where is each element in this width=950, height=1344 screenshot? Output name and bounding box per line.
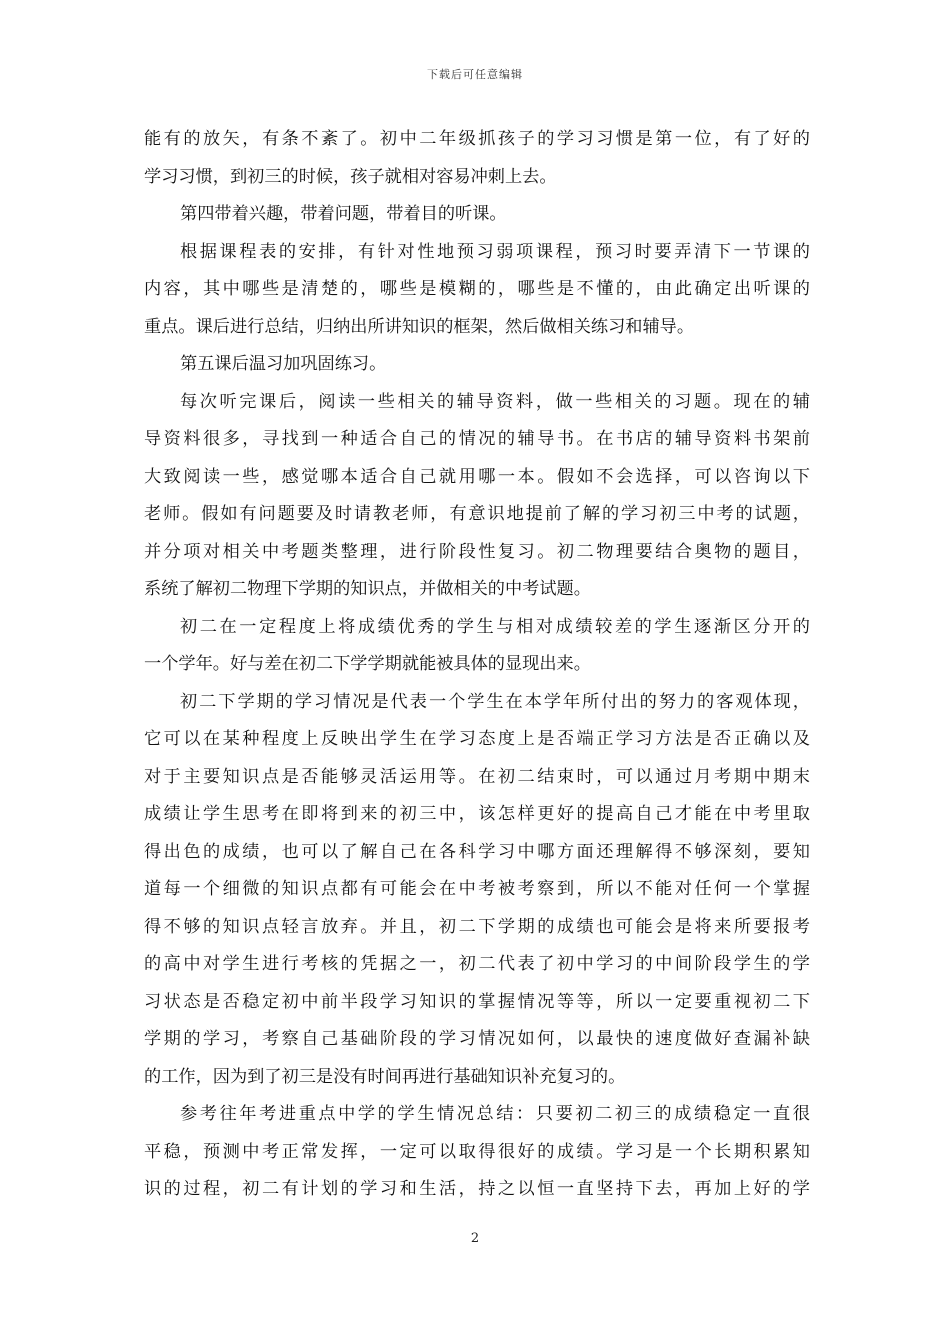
- text-line: 一个学年。好与差在初二下学学期就能被具体的显现出来。: [144, 654, 591, 674]
- text-line: 并分项对相关中考题类整理，进行阶段性复习。初二物理要结合奥物的题目，: [144, 541, 810, 562]
- section-heading: 第五课后温习加巩固练习。: [180, 354, 387, 374]
- text-line: 导资料很多，寻找到一种适合自己的情况的辅导书。在书店的辅导资料书架前: [144, 429, 810, 449]
- text-line: 道每一个细微的知识点都有可能会在中考被考察到，所以不能对任何一个掌握: [144, 879, 810, 899]
- text-line: 学习习惯，到初三的时候，孩子就相对容易冲刺上去。: [144, 166, 557, 187]
- text-line: 每次听完课后，阅读一些相关的辅导资料，做一些相关的习题。现在的辅: [180, 391, 810, 412]
- section-heading: 第四带着兴趣，带着问题，带着目的听课。: [180, 204, 507, 224]
- text-line: 的工作，因为到了初三是没有时间再进行基础知识补充复习的。: [144, 1066, 626, 1087]
- text-line: 的高中对学生进行考核的凭据之一，初二代表了初中学习的中间阶段学生的学: [144, 954, 810, 974]
- text-line: 学期的学习，考察自己基础阶段的学习情况如何，以最快的速度做好查漏补缺: [144, 1029, 810, 1049]
- text-line: 识的过程，初二有计划的学习和生活，持之以恒一直坚持下去，再加上好的学: [144, 1179, 810, 1199]
- text-line: 重点。课后进行总结，归纳出所讲知识的框架，然后做相关练习和辅导。: [144, 316, 695, 337]
- document-body: [144, 121, 810, 1209]
- text-line: 老师。假如有问题要及时请教老师，有意识地提前了解的学习初三中考的试题，: [144, 504, 810, 524]
- text-line: 得出色的成绩，也可以了解自己在各科学习中哪方面还理解得不够深刻，要知: [144, 841, 810, 862]
- text-line: 初二在一定程度上将成绩优秀的学生与相对成绩较差的学生逐渐区分开的: [180, 616, 810, 637]
- text-line: 初二下学期的学习情况是代表一个学生在本学年所付出的努力的客观体现，: [180, 691, 810, 712]
- text-line: 得不够的知识点轻言放弃。并且，初二下学期的成绩也可能会是将来所要报考: [144, 916, 810, 937]
- page-number: 2: [470, 1231, 480, 1246]
- text-line: 大致阅读一些，感觉哪本适合自己就用哪一本。假如不会选择，可以咨询以下: [144, 466, 810, 487]
- text-line: 根据课程表的安排，有针对性地预习弱项课程，预习时要弄清下一节课的: [180, 241, 810, 262]
- text-line: 习状态是否稳定初中前半段学习知识的掌握情况等等，所以一定要重视初二下: [144, 991, 810, 1012]
- text-line: 内容，其中哪些是清楚的，哪些是模糊的，哪些是不懂的，由此确定出听课的: [144, 279, 810, 299]
- page-header: 下载后可任意编辑: [427, 68, 523, 81]
- text-line: 系统了解初二物理下学期的知识点，并做相关的中考试题。: [144, 579, 591, 599]
- text-line: 对于主要知识点是否能够灵活运用等。在初二结束时，可以通过月考期中期末: [144, 766, 810, 787]
- text-line: 能有的放矢，有条不紊了。初中二年级抓孩子的学习习惯是第一位，有了好的: [144, 129, 810, 149]
- text-line: 参考往年考进重点中学的学生情况总结：只要初二初三的成绩稳定一直很: [180, 1104, 810, 1124]
- text-line: 它可以在某种程度上反映出学生在学习态度上是否端正学习方法是否正确以及: [144, 729, 810, 749]
- text-line: 成绩让学生思考在即将到来的初三中，该怎样更好的提高自己才能在中考里取: [144, 804, 810, 824]
- text-line: 平稳，预测中考正常发挥，一定可以取得很好的成绩。学习是一个长期积累知: [144, 1141, 810, 1162]
